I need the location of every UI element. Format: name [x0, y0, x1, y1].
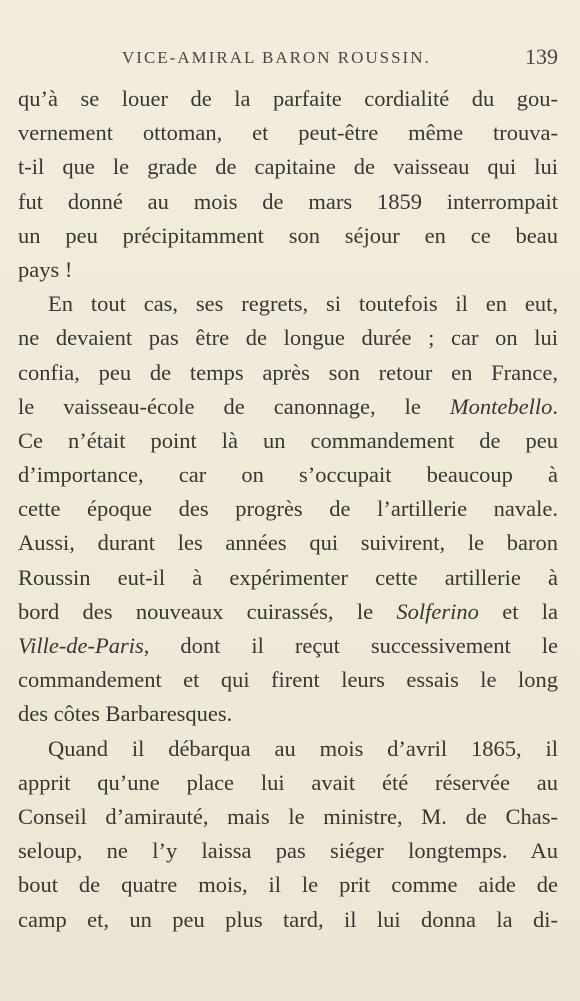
text-line: Quand il débarqua au mois d’avril 1865, il: [48, 735, 558, 761]
text-segment: , dont il reçut successivement le: [143, 633, 558, 658]
running-head: [0, 44, 580, 74]
text-line-with-ship-name: [18, 390, 558, 424]
text-line-with-ship-name: [18, 629, 558, 663]
text-line-with-ship-name: [18, 595, 558, 629]
body-text: [18, 82, 558, 937]
text-line: d’importance, car on s’occupait beaucoup à: [18, 462, 558, 488]
text-line: ne devaient pas être de longue durée ; car on lui: [18, 325, 558, 351]
text-line: fut donné au mois de mars 1859 interrompait: [18, 188, 558, 214]
text-line: qu’à se louer de la parfaite cordialité du gou-: [18, 86, 558, 111]
text-line: confia, peu de temps après son retour en France,: [18, 359, 558, 385]
text-line: Ce n’était point là un commandement de peu: [18, 427, 558, 453]
text-segment: le vaisseau-école de canonnage, le: [18, 393, 450, 419]
running-title: VICE-AMIRAL BARON ROUSSIN.: [122, 48, 431, 67]
text-line: commandement et qui firent leurs essais le long: [18, 667, 558, 693]
ship-name-solferino: Solferino: [396, 598, 479, 624]
text-line: pays !: [18, 256, 73, 282]
text-line: un peu précipitamment son séjour en ce beau: [18, 222, 558, 248]
text-segment: et la: [478, 598, 558, 624]
ship-name-montebello: Montebello: [449, 393, 553, 419]
text-segment: bord des nouveaux cuirassés, le: [18, 598, 397, 624]
text-segment: .: [552, 393, 558, 419]
text-line: En tout cas, ses regrets, si toutefois il en eut,: [48, 291, 558, 317]
text-line: Roussin eut-il à expérimenter cette artillerie à: [18, 564, 558, 590]
text-line: Conseil d’amirauté, mais le ministre, M. de Chas-: [18, 803, 558, 829]
ship-name-ville-de-paris: Ville-de-Paris: [18, 633, 144, 658]
text-line: apprit qu’une place lui avait été réservée au: [18, 769, 558, 795]
page-number: 139: [525, 44, 558, 69]
text-line: Aussi, durant les années qui suivirent, le baron: [18, 530, 558, 556]
text-line: t-il que le grade de capitaine de vaisseau qui lui: [18, 154, 558, 180]
text-line: des côtes Barbaresques.: [18, 701, 233, 727]
text-line: vernement ottoman, et peut-être même trouva-: [18, 120, 558, 146]
text-line: camp et, un peu plus tard, il lui donna la di-: [18, 906, 558, 932]
text-line: cette époque des progrès de l’artillerie navale.: [18, 496, 558, 522]
text-line: bout de quatre mois, il le prit comme aide de: [18, 872, 558, 898]
text-line: seloup, ne l’y laissa pas siéger longtemps. Au: [18, 838, 558, 864]
